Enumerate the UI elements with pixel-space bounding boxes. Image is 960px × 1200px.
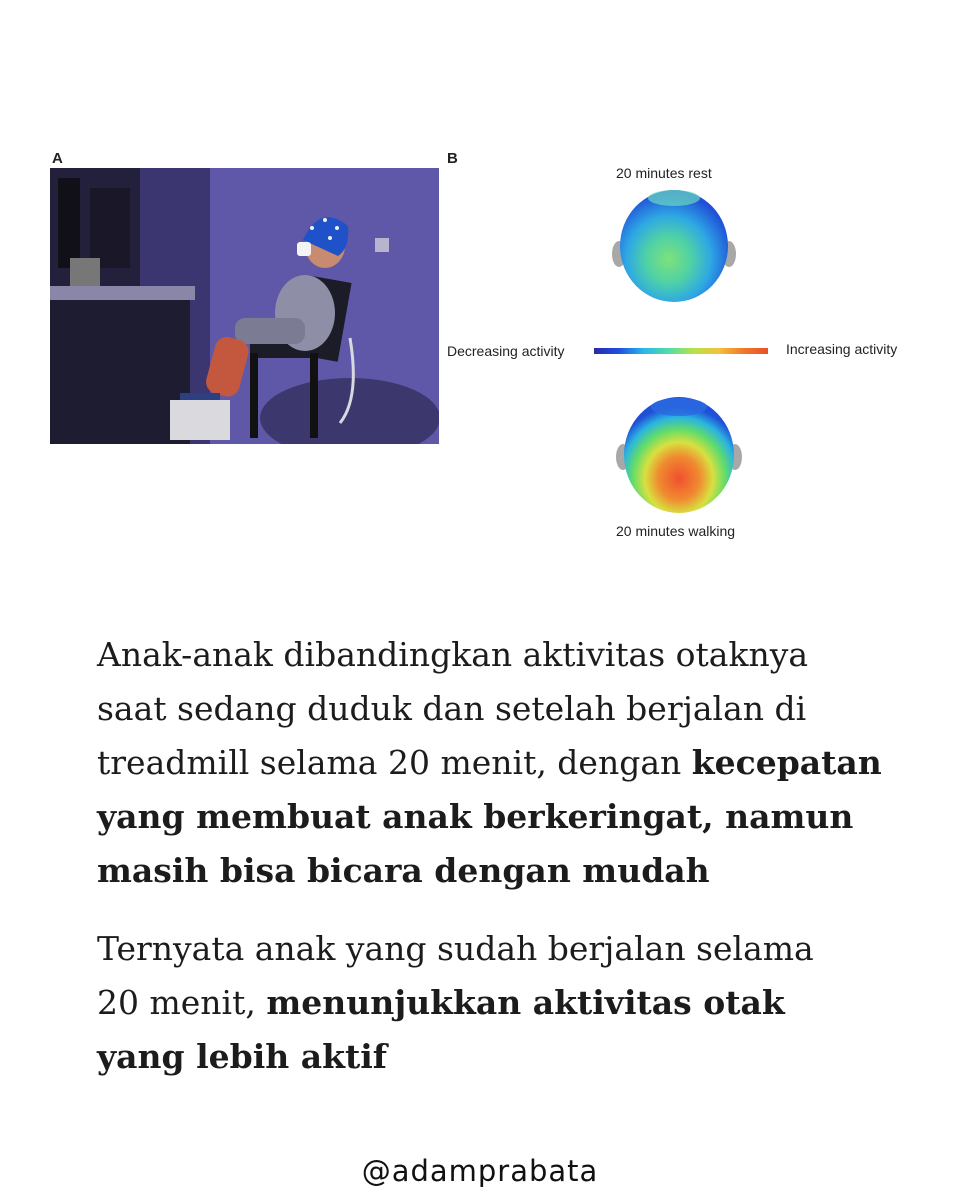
eeg-child-photo bbox=[50, 168, 439, 444]
panel-a-letter: A bbox=[52, 150, 63, 167]
paragraph-1 bbox=[97, 628, 887, 898]
paragraph-2-bold: menunjukkan aktivitas otak yang lebih aktif bbox=[97, 983, 785, 1076]
increasing-activity-label: Increasing activity bbox=[786, 341, 898, 357]
decreasing-activity-label: Decreasing activity bbox=[447, 343, 565, 359]
author-handle: @adamprabata bbox=[361, 1154, 599, 1188]
brain-map-rest bbox=[610, 188, 738, 306]
walking-label: 20 minutes walking bbox=[616, 523, 736, 539]
paragraph-2-text: Ternyata anak yang sudah berjalan selama 20 menit, bbox=[97, 929, 814, 1022]
paragraph-1-text: Anak-anak dibandingkan aktivitas otaknya saat sedang duduk dan setelah berjalan di treadmill selama 20 menit, dengan bbox=[97, 635, 809, 782]
activity-colorbar bbox=[594, 348, 768, 354]
brain-map-walking bbox=[614, 393, 744, 515]
panel-b-letter: B bbox=[447, 150, 458, 167]
paragraph-2 bbox=[97, 922, 817, 1084]
rest-label: 20 minutes rest bbox=[616, 165, 712, 181]
paragraph-1-bold: kecepatan yang membuat anak berkeringat, namun masih bisa bicara dengan mudah bbox=[97, 743, 882, 890]
